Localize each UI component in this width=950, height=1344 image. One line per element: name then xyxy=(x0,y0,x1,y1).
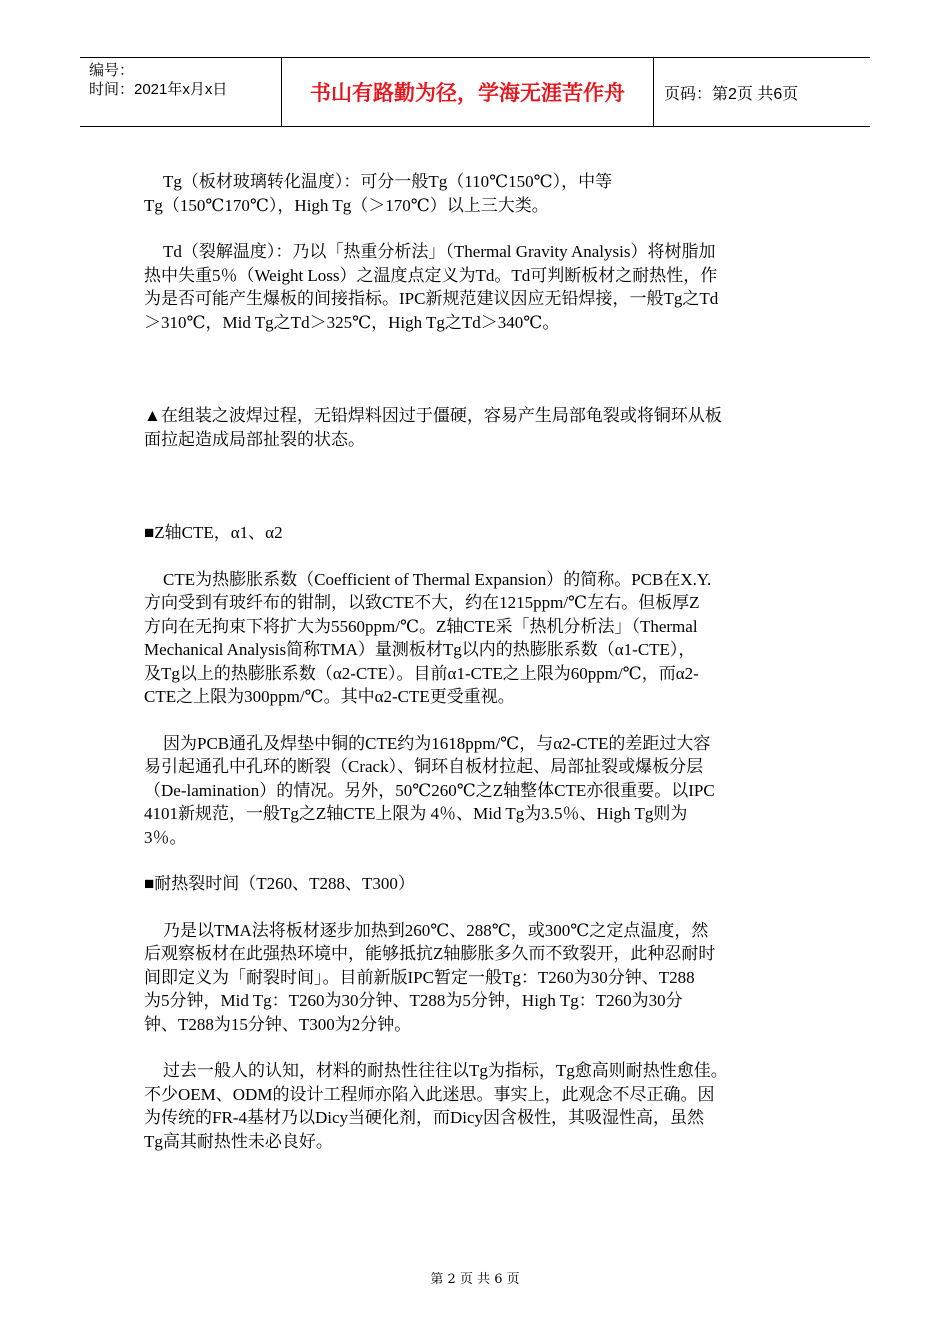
paragraph-tma xyxy=(144,919,809,1037)
text-line: 4101新规范，一般Tg之Z轴CTE上限为 4％、Mid Tg为3.5％、High Tg则为 xyxy=(144,804,688,823)
text-line: Tg高其耐热性未必良好。 xyxy=(144,1131,333,1151)
text-line: 因为PCB通孔及焊垫中铜的CTE约为1618ppm/℃，与α2-CTE的差距过大容 xyxy=(163,733,711,753)
header-page-number: 页码：第2页 共6页 xyxy=(664,85,799,103)
page-header xyxy=(80,57,870,127)
text-line: 面拉起造成局部扯裂的状态。 xyxy=(144,429,365,449)
text-line: （De-lamination）的情况。另外，50℃260℃之Z轴整体CTE亦很重要。以IPC xyxy=(144,780,715,800)
text-line: 3％。 xyxy=(144,827,187,847)
text-line: Td（裂解温度）：乃以「热重分析法」（Thermal Gravity Analysis）将树脂加 xyxy=(163,242,716,261)
text-line: Tg（板材玻璃转化温度）：可分一般Tg（110℃150℃），中等 xyxy=(163,172,613,191)
text-line: 不少OEM、ODM的设计工程师亦陷入此迷思。事实上，此观念不尽正确。因 xyxy=(144,1084,715,1104)
text-line: 为5分钟，Mid Tg：T260为30分钟、T288为5分钟，High Tg：T260为30分 xyxy=(144,991,683,1010)
text-line: 乃是以TMA法将板材逐步加热到260℃、288℃，或300℃之定点温度，然 xyxy=(163,920,709,940)
paragraph-tg xyxy=(144,170,809,217)
text-line: ▲在组装之波焊过程，无铅焊料因过于僵硬，容易产生局部龟裂或将铜环从板 xyxy=(144,406,722,425)
text-line: 易引起通孔中孔环的断裂（Crack）、铜环自板材拉起、局部扯裂或爆板分层 xyxy=(144,757,704,776)
text-line: 热中失重5％（Weight Loss）之温度点定义为Td。Td可判断板材之耐热性，作 xyxy=(144,265,718,285)
text-line: ＞310℃，Mid Tg之Td＞325℃，High Tg之Td＞340℃。 xyxy=(144,312,560,332)
text-line: 间即定义为「耐裂时间」。目前新版IPC暂定一般Tg：T260为30分钟、T288 xyxy=(144,967,695,987)
text-line: 及Tg以上的热膨胀系数（α2-CTE）。目前α1-CTE之上限为60ppm/℃，而α2- xyxy=(144,663,699,683)
text-line: Tg（150℃170℃），High Tg（＞170℃）以上三大类。 xyxy=(144,195,549,215)
paragraph-pcb xyxy=(144,732,809,850)
section-heading-time: ■耐热裂时间（T260、T288、T300） xyxy=(144,874,415,893)
paragraph-cte xyxy=(144,568,809,709)
text-line: CTE为热膨胀系数（Coefficient of Thermal Expansion）的简称。PCB在X.Y. xyxy=(163,569,712,589)
text-line: 方向受到有玻纤布的钳制，以致CTE不大，约在1215ppm/℃左右。但板厚Z xyxy=(144,593,700,612)
section-heading-cte: ■Z轴CTE，α1、α2 xyxy=(144,523,283,542)
text-line: 过去一般人的认知，材料的耐热性往往以Tg为指标，Tg愈高则耐热性愈佳。 xyxy=(163,1061,728,1080)
document-number-label: 编号： xyxy=(89,62,135,79)
header-motto: 书山有路勤为径，学海无涯苦作舟 xyxy=(281,58,654,126)
text-line: 钟、T288为15分钟、T300为2分钟。 xyxy=(144,1014,412,1034)
paragraph-note xyxy=(144,404,809,451)
header-meta xyxy=(80,58,281,126)
text-line: 方向在无拘束下将扩大为5560ppm/℃。Z轴CTE采「热机分析法」（Thermal xyxy=(144,616,698,636)
document-date-label: 时间：2021年x月x日 xyxy=(89,81,228,98)
text-line: CTE之上限为300ppm/℃。其中α2-CTE更受重视。 xyxy=(144,687,515,706)
text-line: 后观察板材在此强热环境中，能够抵抗Z轴膨胀多久而不致裂开，此种忍耐时 xyxy=(144,944,716,963)
text-line: Mechanical Analysis简称TMA）量测板材Tg以内的热膨胀系数（α1-CTE）， xyxy=(144,640,696,659)
paragraph-td xyxy=(144,240,809,334)
paragraph-past xyxy=(144,1059,809,1153)
text-line: 为是否可能产生爆板的间接指标。IPC新规范建议因应无铅焊接，一般Tg之Td xyxy=(144,289,719,308)
text-line: 为传统的FR-4基材乃以Dicy当硬化剂，而Dicy因含极性，其吸湿性高，虽然 xyxy=(144,1108,705,1127)
document-body xyxy=(144,170,809,1153)
page-footer: 第 2 页 共 6 页 xyxy=(430,1272,520,1287)
